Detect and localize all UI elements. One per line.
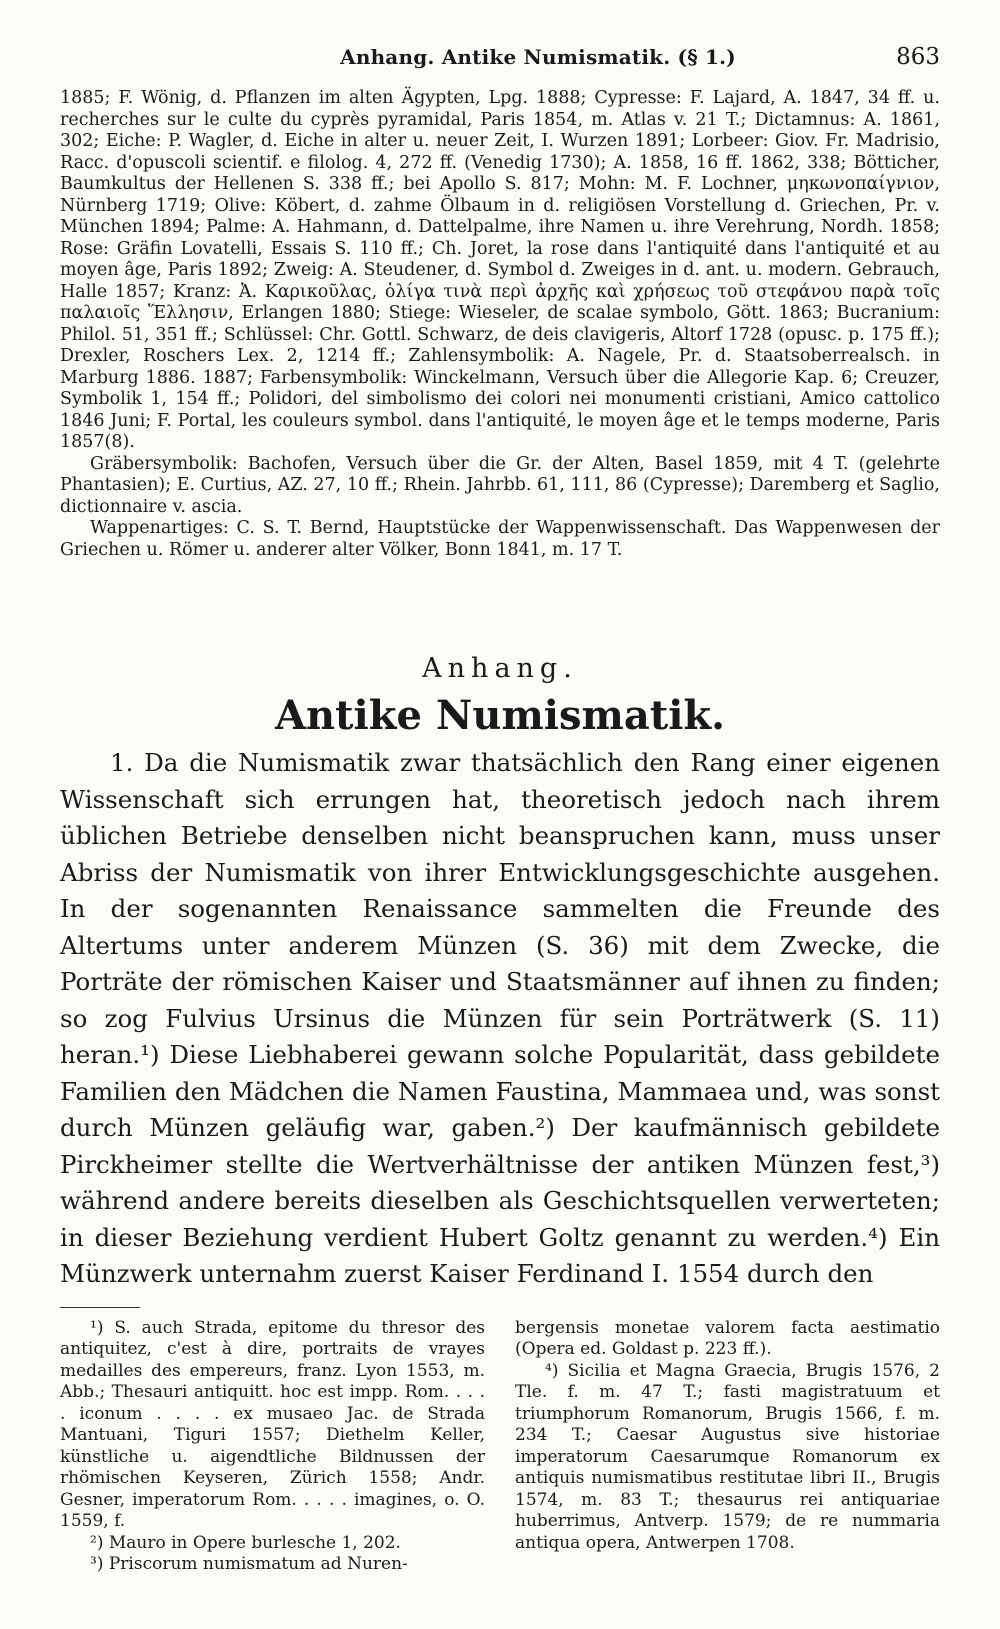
page-number: 863 [896,44,940,70]
footnote: ³) Priscorum numismatum ad Nuren- [90,1554,408,1574]
bibliography-paragraph: 1885; F. Wönig, d. Pflanzen im alten Ägypten, Lpg. 1888; Cypresse: F. Lajard, A. 1847, 34 ff. u. recherches sur le culte du cyprès pyramidal, Paris 1854, m. Atlas v. 21 T.; Dictamnus: A. 1861, 302; Eiche: P. Wagler, d. Eiche in alter u. neuer Zeit, I. Wurzen 1891; Lorbeer: Giov. Fr. Madrisio, Racc. d'opuscoli scientif. e filolog. 4, 272 ff. (Venedig 1730); A. 1858, 16 ff. 1862, 338; Bötticher, Baumkultus der Hellenen S. 338 ff.; bei Apollo S. 817; Mohn: M. F. Lochner, μηκωνοπαίγνιον, Nürnberg 1719; Olive: Köbert, d. zahme Ölbaum in d. religiösen Vorstellung d. Griechen, Pr. v. München 1894; Palme: A. Hahmann, d. Dattelpalme, ihre Namen u. ihre Verehrung, Nordh. 1858; Rose: Gräfin Lovatelli, Essais S. 110 ff.; Ch. Joret, la rose dans l'antiquité dans l'antiquité et au moyen âge, Paris 1892; Zweig: A. Steudener, d. Symbol d. Zweiges in d. ant. u. modern. Gebrauch, Halle 1857; Kranz: Ἀ. Καρικοῦλας, ὀλίγα τινὰ περὶ ἀρχῆς καὶ χρήσεως τοῦ στεφάνου παρὰ τοῖς παλαιοῖς Ἕλλησιν, Erlangen 1880; Stiege: Wieseler, de scalae symbolo, Gött. 1863; Bucranium: Philol. 51, 351 ff.; Schlüssel: Chr. Gottl. Schwarz, de deis clavigeris, Altorf 1728 (opusc. p. 175 ff.); Drexler, Roschers Lex. 2, 1214 ff.; Zahlensymbolik: A. Nagele, Pr. d. Staatsoberrealsch. in Marburg 1886. 1887; Farbensymbolik: Winckelmann, Versuch über die Allegorie Kap. 6; Creuzer, Symbolik 1, 154 ff.; Polidori, del simbolismo dei colori nei monumenti cristiani, Amico cattolico 1846 Juni; F. Portal, les couleurs symbol. dans l'antiquité, le moyen âge et le temps moderne, Paris 1857(8). [60,88,940,452]
section-label: Anhang. [422,653,578,684]
footnote: ⁴) Sicilia et Magna Graecia, Brugis 1576, 2 Tle. f. m. 47 T.; fasti magistratuum et triumphorum Romanorum, Brugis 1566, f. m. 234 T.; Caesar Augustus sive historiae imperatorum Caesarumque Romanorum ex antiquis numismatibus restitutae libri II., Brugis 1574, m. 83 T.; thesaurus rei antiquariae huberrimus, Antverp. 1579; de re nummaria antiqua opera, Antwerpen 1708. [515,1360,940,1553]
footnotes [60,1318,940,1576]
footnote: bergensis monetae valorem facta aestimatio (Opera ed. Goldast p. 223 ff.). [515,1317,940,1359]
body-paragraph: 1. Da die Numismatik zwar thatsächlich den Rang einer eigenen Wissenschaft sich errungen hat, theoretisch jedoch nach ihrem üblichen Betriebe denselben nicht beanspruchen kann, muss unser Abriss der Numismatik von ihrer Entwicklungsgeschichte ausgehen. In der sogenannten Renaissance sammelten die Freunde des Altertums unter anderem Münzen (S. 36) mit dem Zwecke, die Porträte der römischen Kaiser und Staatsmänner auf ihnen zu finden; so zog Fulvius Ursinus die Münzen für sein Porträtwerk (S. 11) heran.¹) Diese Liebhaberei gewann solche Popularität, dass gebildete Familien den Mädchen die Namen Faustina, Mammaea und, was sonst durch Münzen geläufig war, gaben.²) Der kaufmännisch gebildete Pirckheimer stellte die Wertverhältnisse der antiken Münzen fest,³) während andere bereits dieselben als Geschichtsquellen verwerteten; in dieser Beziehung verdient Hubert Goltz genannt zu werden.⁴) Ein Münzwerk unternahm zuerst Kaiser Ferdinand I. 1554 durch den [60,748,940,1288]
bibliography-paragraph: Gräbersymbolik: Bachofen, Versuch über die Gr. der Alten, Basel 1859, mit 4 T. (gelehrte Phantasien); E. Curtius, AZ. 27, 10 ff.; Rhein. Jahrbb. 61, 111, 86 (Cypresse); Daremberg et Saglio, dictionnaire v. ascia. [60,453,940,517]
footnote-divider [60,1307,140,1308]
body-text [60,745,940,1293]
footnotes-left-column [60,1318,485,1576]
footnote: ¹) S. auch Strada, epitome du thresor des antiquitez, c'est à dire, portraits de vrayes medailles des empereurs, franz. Lyon 1553, m. Abb.; Thesauri antiquitt. hoc est impp. Rom. . . . . iconum . . . . ex musaeo Jac. de Strada Mantuani, Tiguri 1557; Diethelm Keller, künstliche u. aigendtliche Bildnussen der rhömischen Keyseren, Zürich 1558; Andr. Gesner, imperatorum Rom. . . . . imagines, o. O. 1559, f. [60,1317,485,1531]
footnotes-right-column [515,1318,940,1576]
footnote: ²) Mauro in Opere burlesche 1, 202. [90,1532,401,1553]
section-title: Antike Numismatik. [274,692,726,739]
running-title: Anhang. Antike Numismatik. (§ 1.) [340,45,736,69]
bibliography-paragraph: Wappenartiges: C. S. T. Bernd, Hauptstücke der Wappenwissenschaft. Das Wappenwesen der Griechen u. Römer u. anderer alter Völker, Bonn 1841, m. 17 T. [60,518,940,560]
running-head [60,44,940,70]
bibliography-block [60,88,940,561]
